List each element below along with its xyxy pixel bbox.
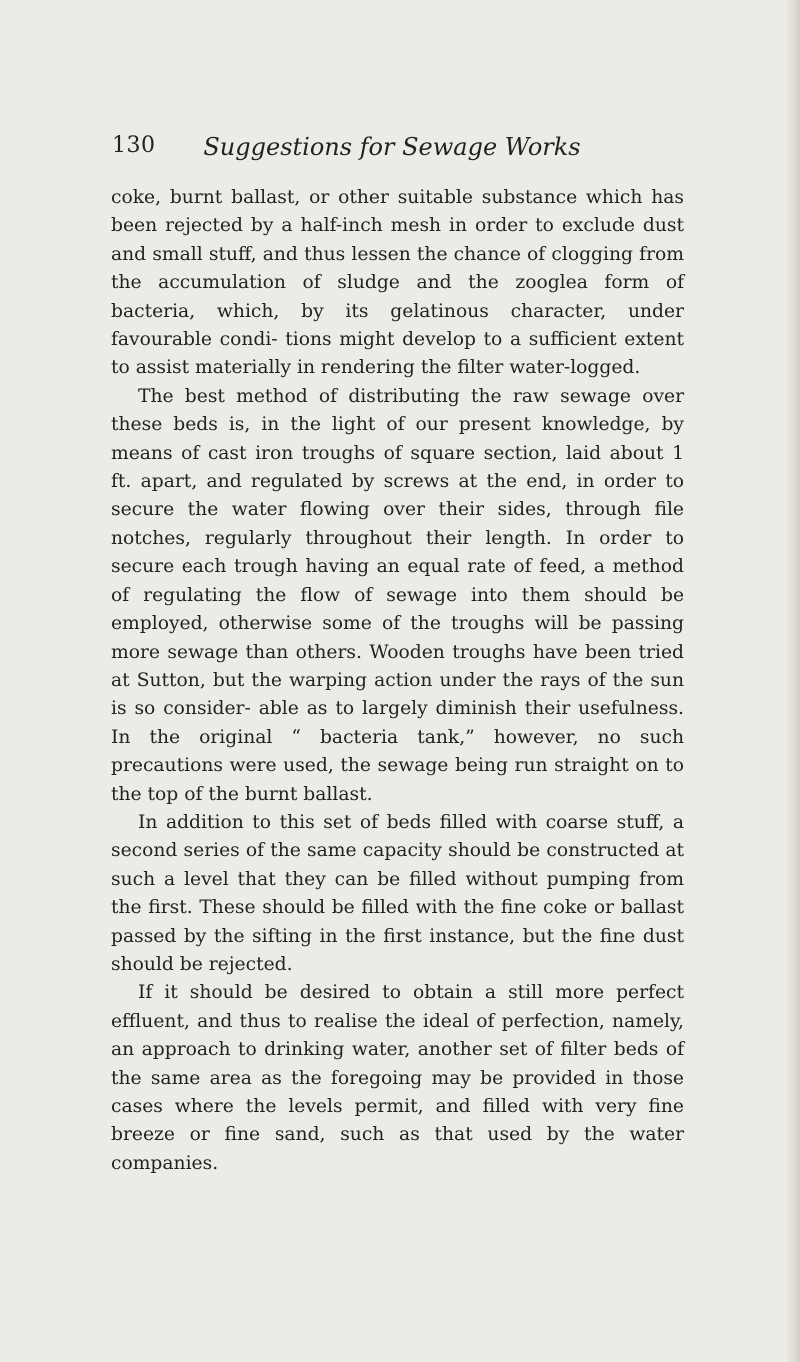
paragraph-perfect-effluent: If it should be desired to obtain a still more perfect effluent, and thus to realise the ideal of perfection, namely, an approach to drinking water, another set of filter beds of the same area as the foregoing may be provided in those cases where the levels permit, and filled with very fine breeze or fine sand, such as that used by the water companies. [111, 982, 684, 1174]
paragraph-second-series-beds: In addition to this set of beds filled with coarse stuff, a second series of the same capacity should be constructed at such a level that they can be filled without pumping from the first. These should be filled with the fine coke or ballast passed by the sifting in the first instance, but the fine dust should be rejected. [111, 811, 684, 975]
paragraph-continuation: coke, burnt ballast, or other suitable substance which has been rejected by a half-inch mesh in order to exclude dust and small stuff, and thus lessen the chance of clogging from the accumulation of sludge and the zooglea form of bacteria, which, by its gelatinous character, under favourable condi- tions might develop to a sufficient extent to assist materially in rendering the filter water-logged. [111, 187, 684, 379]
running-title: Suggestions for Sewage Works [203, 133, 581, 161]
page-header [112, 133, 652, 169]
body-text [111, 184, 684, 1178]
page-edge-shadow [786, 0, 800, 1362]
page-number: 130 [112, 133, 156, 158]
paragraph-distribution-troughs: The best method of distributing the raw sewage over these beds is, in the light of our present knowledge, by means of cast iron troughs of square section, laid about 1 ft. apart, and regulated by screws at the end, in order to secure the water flowing over their sides, through file notches, regularly throughout their length. In order to secure each trough having an equal rate of feed, a method of regulating the flow of sewage into them should be employed, otherwise some of the troughs will be passing more sewage than others. Wooden troughs have been tried at Sutton, but the warping action under the rays of the sun is so consider- able as to largely diminish their usefulness. In the original “ bacteria tank,” however, no such precautions were used, the sewage being run straight on to the top of the burnt ballast. [111, 385, 684, 805]
